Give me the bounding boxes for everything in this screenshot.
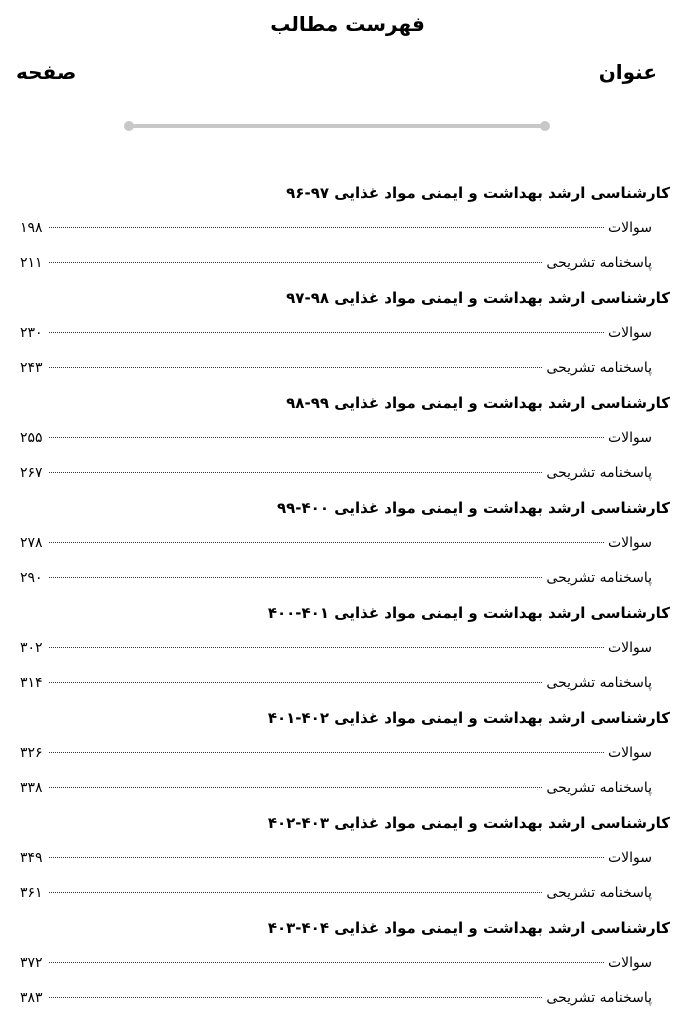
entry-page-number: ۳۳۸ xyxy=(20,780,43,796)
entry-page-number: ۲۱۱ xyxy=(20,255,43,271)
entry-page-number: ۳۴۹ xyxy=(20,850,43,866)
entry-label: سوالات xyxy=(607,850,652,866)
toc-section xyxy=(20,701,670,806)
toc-entry-answers[interactable] xyxy=(20,876,670,911)
toc-entry-questions[interactable] xyxy=(20,316,670,351)
page-column-header: صفحه xyxy=(16,60,77,84)
entry-label: سوالات xyxy=(607,220,652,236)
section-title[interactable]: کارشناسی ارشد بهداشت و ایمنی مواد غذایی ۹۷-۹۶ xyxy=(286,184,670,202)
dot-leader xyxy=(49,436,604,438)
entry-page-number: ۲۵۵ xyxy=(20,430,43,446)
entry-label: سوالات xyxy=(607,640,652,656)
dot-leader xyxy=(49,646,604,648)
toc-entry-answers[interactable] xyxy=(20,351,670,386)
dot-leader xyxy=(49,576,543,578)
toc-entry-answers[interactable] xyxy=(20,771,670,806)
section-title[interactable]: کارشناسی ارشد بهداشت و ایمنی مواد غذایی ۹۹-۹۸ xyxy=(286,394,670,412)
entry-page-number: ۳۷۲ xyxy=(20,955,43,971)
toc-section xyxy=(20,386,670,491)
dot-leader xyxy=(49,261,543,263)
dot-leader xyxy=(49,226,604,228)
entry-label: پاسخنامه تشریحی xyxy=(546,570,652,586)
entry-page-number: ۲۴۳ xyxy=(20,360,43,376)
dot-leader xyxy=(49,786,543,788)
toc-section xyxy=(20,911,670,1016)
toc-entry-answers[interactable] xyxy=(20,456,670,491)
toc-entry-answers[interactable] xyxy=(20,561,670,596)
toc-section xyxy=(20,281,670,386)
toc-entry-answers[interactable] xyxy=(20,981,670,1016)
entry-page-number: ۳۱۴ xyxy=(20,675,43,691)
dot-leader xyxy=(49,996,543,998)
entry-label: پاسخنامه تشریحی xyxy=(546,885,652,901)
table-of-contents xyxy=(20,176,670,1016)
section-title[interactable]: کارشناسی ارشد بهداشت و ایمنی مواد غذایی ۴۰۴-۴۰۳ xyxy=(267,919,670,937)
entry-label: پاسخنامه تشریحی xyxy=(546,465,652,481)
dot-leader xyxy=(49,961,604,963)
section-title[interactable]: کارشناسی ارشد بهداشت و ایمنی مواد غذایی ۹۸-۹۷ xyxy=(286,289,670,307)
divider-left-dot xyxy=(124,121,134,131)
entry-label: سوالات xyxy=(607,955,652,971)
section-title[interactable]: کارشناسی ارشد بهداشت و ایمنی مواد غذایی ۴۰۳-۴۰۲ xyxy=(267,814,670,832)
divider-right-dot xyxy=(540,121,550,131)
dot-leader xyxy=(49,751,604,753)
toc-entry-questions[interactable] xyxy=(20,421,670,456)
dot-leader xyxy=(49,681,543,683)
toc-entry-questions[interactable] xyxy=(20,211,670,246)
entry-page-number: ۳۶۱ xyxy=(20,885,43,901)
entry-page-number: ۲۷۸ xyxy=(20,535,43,551)
page-title: فهرست مطالب xyxy=(270,12,425,36)
entry-label: سوالات xyxy=(607,325,652,341)
section-title[interactable]: کارشناسی ارشد بهداشت و ایمنی مواد غذایی ۴۰۰-۹۹ xyxy=(276,499,670,517)
entry-label: پاسخنامه تشریحی xyxy=(546,675,652,691)
section-title[interactable]: کارشناسی ارشد بهداشت و ایمنی مواد غذایی ۴۰۲-۴۰۱ xyxy=(267,709,670,727)
dot-leader xyxy=(49,366,543,368)
entry-page-number: ۲۳۰ xyxy=(20,325,43,341)
entry-page-number: ۱۹۸ xyxy=(20,220,43,236)
entry-label: پاسخنامه تشریحی xyxy=(546,360,652,376)
entry-label: سوالات xyxy=(607,745,652,761)
toc-entry-questions[interactable] xyxy=(20,631,670,666)
entry-label: پاسخنامه تشریحی xyxy=(546,255,652,271)
entry-page-number: ۳۰۲ xyxy=(20,640,43,656)
entry-label: پاسخنامه تشریحی xyxy=(546,780,652,796)
toc-section xyxy=(20,491,670,596)
section-title[interactable]: کارشناسی ارشد بهداشت و ایمنی مواد غذایی ۴۰۱-۴۰۰ xyxy=(267,604,670,622)
toc-entry-questions[interactable] xyxy=(20,946,670,981)
dot-leader xyxy=(49,331,604,333)
dot-leader xyxy=(49,471,543,473)
title-column-header: عنوان xyxy=(598,60,657,84)
toc-section xyxy=(20,596,670,701)
dot-leader xyxy=(49,891,543,893)
divider-bar xyxy=(129,124,545,128)
entry-page-number: ۲۶۷ xyxy=(20,465,43,481)
dot-leader xyxy=(49,856,604,858)
toc-entry-answers[interactable] xyxy=(20,666,670,701)
entry-label: سوالات xyxy=(607,535,652,551)
entry-page-number: ۳۲۶ xyxy=(20,745,43,761)
toc-entry-questions[interactable] xyxy=(20,841,670,876)
dot-leader xyxy=(49,541,604,543)
decorative-divider xyxy=(124,121,550,131)
toc-entry-answers[interactable] xyxy=(20,246,670,281)
entry-label: پاسخنامه تشریحی xyxy=(546,990,652,1006)
toc-entry-questions[interactable] xyxy=(20,736,670,771)
toc-entry-questions[interactable] xyxy=(20,526,670,561)
entry-page-number: ۳۸۳ xyxy=(20,990,43,1006)
entry-label: سوالات xyxy=(607,430,652,446)
toc-section xyxy=(20,806,670,911)
toc-section xyxy=(20,176,670,281)
entry-page-number: ۲۹۰ xyxy=(20,570,43,586)
